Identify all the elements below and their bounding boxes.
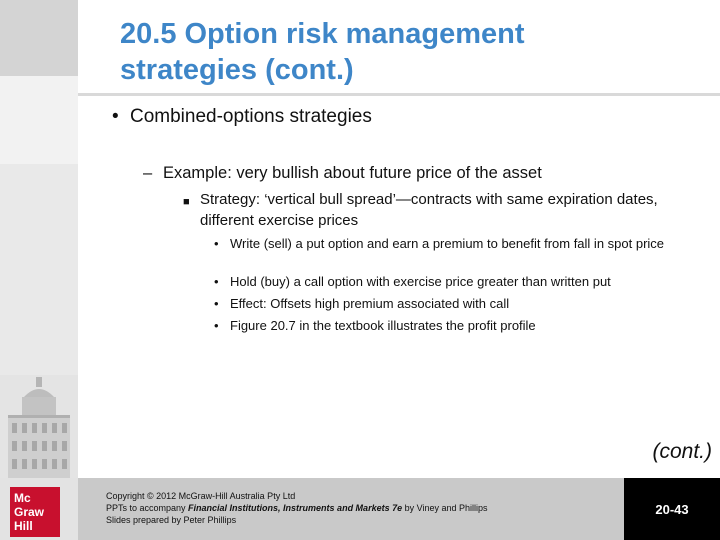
copyright-text xyxy=(106,490,487,526)
sub-bullet-text: Write (sell) a put option and earn a premium to benefit from fall in spot price xyxy=(230,236,665,251)
dash-text: Example: very bullish about future price of the asset xyxy=(163,164,542,182)
cont-label: (cont.) xyxy=(652,440,712,463)
dash-bullet-icon: – xyxy=(143,164,153,182)
round-bullet-icon: • xyxy=(214,274,219,289)
copyright-line-3: Slides prepared by Peter Phillips xyxy=(106,515,237,525)
title-divider xyxy=(78,93,720,96)
square-strategy xyxy=(183,189,700,231)
round-bullet-icon: • xyxy=(214,236,219,251)
sub-bullet-4 xyxy=(214,317,700,335)
round-bullet-icon: • xyxy=(214,318,219,333)
sub-bullet-3 xyxy=(214,295,700,313)
slide-title-line1: 20.5 Option risk management xyxy=(120,18,525,50)
copyright-prefix: PPTs to accompany xyxy=(106,503,189,513)
page-number: 20-43 xyxy=(624,478,720,540)
footer xyxy=(0,478,720,540)
sub-bullet-1 xyxy=(214,235,700,253)
sub-bullet-text: Effect: Offsets high premium associated with call xyxy=(230,296,510,311)
sub-bullet-text: Figure 20.7 in the textbook illustrates the profit profile xyxy=(230,318,536,333)
logo-line-2: Graw xyxy=(14,505,45,519)
dash-example xyxy=(143,164,542,183)
slide-title xyxy=(120,16,680,88)
logo-line-1: Mc xyxy=(14,491,31,505)
book-title: Financial Institutions, Instruments and Markets 7e xyxy=(188,503,403,513)
mcgraw-hill-logo-icon xyxy=(10,487,60,537)
bullet-text: Combined-options strategies xyxy=(130,106,372,127)
left-decor-middle xyxy=(0,76,78,164)
copyright-line-1: Copyright © 2012 McGraw-Hill Australia Pty Ltd xyxy=(106,491,296,501)
building-photo-icon xyxy=(0,375,78,478)
copyright-suffix: by Viney and Phillips xyxy=(402,503,488,513)
copyright-line-2 xyxy=(106,502,487,514)
round-bullet-icon: • xyxy=(112,106,119,127)
round-bullet-icon: • xyxy=(214,296,219,311)
footer-copyright-area xyxy=(78,478,624,540)
left-decor-top xyxy=(0,0,78,76)
sub-bullet-2 xyxy=(214,273,700,291)
slide-title-line2: strategies (cont.) xyxy=(120,54,354,86)
bullet-combined-options xyxy=(112,106,372,128)
square-text: Strategy: ‘vertical bull spread’—contracts with same expiration dates, different exercise prices xyxy=(200,191,658,229)
square-bullet-icon: ■ xyxy=(183,196,190,208)
sub-bullet-text: Hold (buy) a call option with exercise price greater than written put xyxy=(230,274,611,289)
logo-line-3: Hill xyxy=(14,519,33,533)
